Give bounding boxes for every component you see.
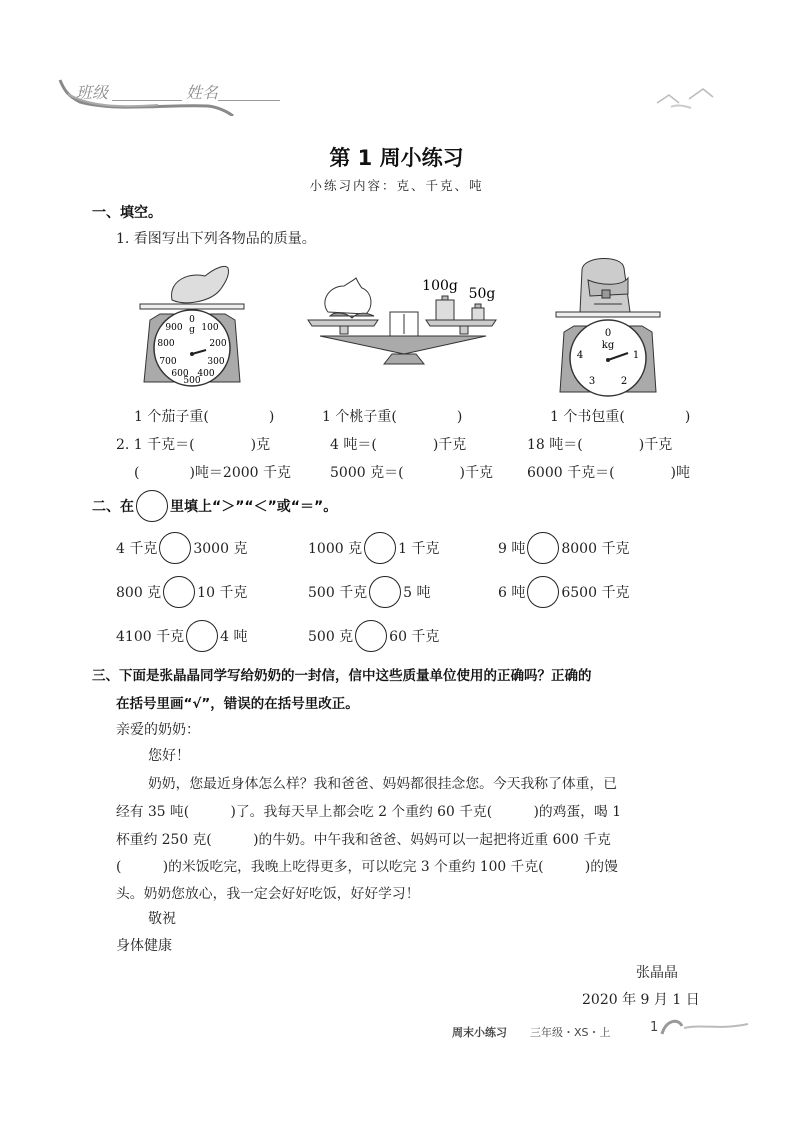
q2-item-6: 6000 千克＝( )吨 [527,465,691,481]
svg-text:600: 600 [171,369,189,379]
section3-heading-line2: 在括号里画“√”，错误的在括号里改正。 [116,696,359,712]
class-field[interactable] [112,100,182,101]
backpack-scale-image [552,250,664,398]
q1-prompt: 1. 看图写出下列各物品的质量。 [116,231,316,247]
compare-circle-6[interactable] [527,576,559,608]
svg-text:800: 800 [157,339,175,349]
letter-line-1: 奶奶，您最近身体怎么样？我和爸爸、妈妈都很挂念您。今天我称了体重，已 [148,776,618,792]
footer-grade: 三年级・XS・上 [530,1026,611,1039]
svg-text:kg: kg [601,340,615,351]
compare-circle-2[interactable] [364,532,396,564]
name-label: 姓名 [186,83,219,102]
compare-item-6: 6 吨 6500 千克 [498,576,629,608]
page-subtitle: 小练习内容：克、千克、吨 [309,178,484,193]
backpack-answer: 1 个书包重( ) [550,409,691,425]
q2-item-4: ( )吨＝2000 千克 [134,465,292,481]
compare-circle-8[interactable] [355,620,387,652]
compare-item-4: 800 克 10 千克 [116,576,247,608]
compare-circle-7[interactable] [186,620,218,652]
letter-salutation: 亲爱的奶奶： [116,722,200,738]
compare-circle-4[interactable] [163,576,195,608]
footer-book: 周末小练习 [452,1026,507,1039]
letter-line-2: 经有 35 吨( )了。我每天早上都会吃 2 个重约 60 千克( )的鸡蛋，喝 1 [116,804,622,820]
page-title: 第 1 周小练习 [329,146,464,170]
peach-balance-image [300,272,505,367]
svg-text:0: 0 [189,315,195,325]
mountain-decoration [655,85,725,110]
q2-item-1: 2. 1 千克＝( )克 [116,437,271,453]
page-number: 1 [650,1020,659,1035]
letter-signature: 张晶晶 [636,965,678,981]
svg-text:900: 900 [165,323,183,333]
compare-item-8: 500 克 60 千克 [308,620,439,652]
letter-greeting: 您好！ [148,748,190,764]
compare-item-1: 4 千克 3000 克 [116,532,247,564]
svg-text:2: 2 [620,376,628,387]
section2-heading: 二、在 里填上“＞”“＜”或“＝”。 [92,490,337,522]
svg-text:g: g [189,325,195,335]
svg-text:200: 200 [209,339,227,349]
svg-text:100g: 100g [422,278,458,294]
compare-circle-5[interactable] [369,576,401,608]
letter-line-5: 头。奶奶您放心，我一定会好好吃饭，好好学习！ [116,886,420,902]
svg-text:0: 0 [604,328,612,339]
peach-answer: 1 个桃子重( ) [322,409,463,425]
svg-text:100: 100 [201,323,219,333]
svg-text:50g: 50g [468,286,496,302]
letter-closing-2: 身体健康 [116,938,172,954]
compare-circle-3[interactable] [527,532,559,564]
svg-text:400: 400 [197,369,215,379]
compare-item-5: 500 千克 5 吨 [308,576,431,608]
section1-heading: 一、填空。 [92,205,162,221]
svg-text:300: 300 [207,357,225,367]
compare-circle-1[interactable] [159,532,191,564]
footer-wave-decoration [660,1014,750,1038]
eggplant-scale-image [130,260,255,392]
compare-item-7: 4100 千克 4 吨 [116,620,247,652]
svg-text:4: 4 [576,350,584,361]
eggplant-answer: 1 个茄子重( ) [134,409,275,425]
letter-closing-1: 敬祝 [148,911,176,927]
svg-text:1: 1 [632,350,640,361]
name-field[interactable] [218,100,280,101]
compare-item-2: 1000 克 1 千克 [308,532,439,564]
svg-text:500: 500 [183,376,201,386]
section3-heading-line1: 三、下面是张晶晶同学写给奶奶的一封信，信中这些质量单位使用的正确吗？正确的 [92,668,592,684]
letter-date: 2020 年 9 月 1 日 [582,992,700,1008]
q2-item-2: 4 吨＝( )千克 [330,437,467,453]
letter-line-3: 杯重约 250 克( )的牛奶。中午我和爸爸、妈妈可以一起把将近重 600 千克 [116,832,611,848]
class-label: 班级 [76,83,109,102]
compare-item-3: 9 吨 8000 千克 [498,532,629,564]
circle-example [136,490,168,522]
svg-text:700: 700 [159,357,177,367]
q2-item-5: 5000 克＝( )千克 [330,465,494,481]
q2-item-3: 18 吨＝( )千克 [527,437,673,453]
letter-line-4: ( )的米饭吃完，我晚上吃得更多，可以吃完 3 个重约 100 千克( )的馒 [116,859,618,875]
svg-text:3: 3 [588,376,596,387]
